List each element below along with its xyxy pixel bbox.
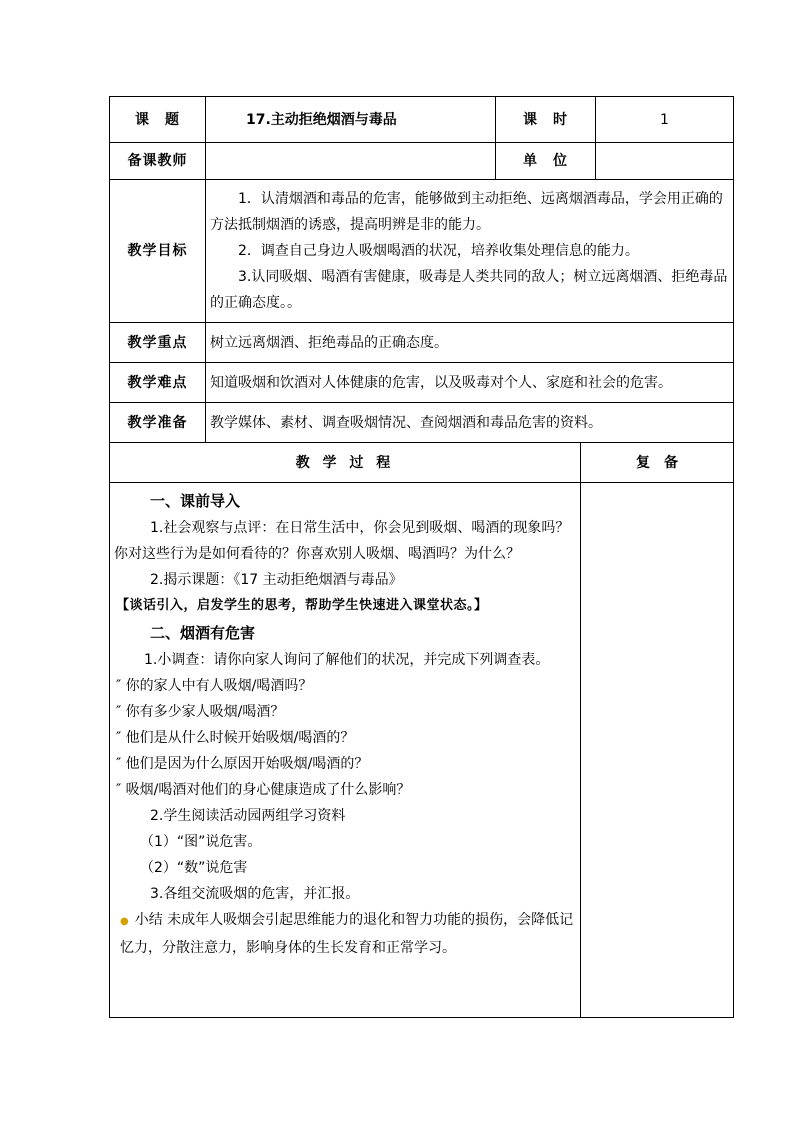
preparation-row [110, 403, 734, 443]
process-paragraph: 3.各组交流吸烟的危害，并汇报。 [150, 886, 360, 902]
process-content-row [110, 483, 734, 1018]
process-paragraph: （2）“数”说危害 [140, 860, 248, 876]
lesson-plan-table [109, 96, 734, 1018]
preparation-label: 教学准备 [110, 403, 206, 443]
topic-value: 17.主动拒绝烟酒与毒品 [206, 97, 496, 143]
goals-label: 教学目标 [110, 180, 206, 323]
goals-row [110, 180, 734, 323]
preparation-value: 教学媒体、素材、调查吸烟情况、查阅烟酒和毒品危害的资料。 [206, 403, 734, 443]
survey-question: ″ 你的家人中有人吸烟/喝酒吗？ [116, 678, 313, 694]
process-paragraph: 1.社会观察与点评：在日常生活中，你会见到吸烟、喝酒的现象吗？你对这些行为是如何看待的？你喜欢别人吸烟、喝酒吗？为什么？ [114, 520, 570, 562]
lesson-plan-sheet [109, 96, 733, 1018]
key-point-value: 树立远离烟酒、拒绝毒品的正确态度。 [206, 323, 734, 363]
topic-row [110, 97, 734, 143]
unit-label: 单 位 [496, 143, 596, 180]
unit-value [596, 143, 734, 180]
survey-question: ″ 吸烟/喝酒对他们的身心健康造成了什么影响？ [116, 782, 411, 798]
process-label: 教 学 过 程 [110, 443, 581, 483]
process-paragraph: 2.学生阅读活动园两组学习资料 [150, 808, 346, 824]
survey-question: ″ 你有多少家人吸烟/喝酒？ [116, 704, 285, 720]
hours-value: 1 [596, 97, 734, 143]
teacher-value [206, 143, 496, 180]
process-paragraph: 2.揭示课题：《17 主动拒绝烟酒与毒品》 [150, 572, 403, 588]
process-paragraph: 1.小调查：请你向家人询问了解他们的状况，并完成下列调查表。 [144, 652, 550, 668]
section-title: 一、课前导入 [150, 492, 241, 510]
process-paragraph: （1）“图”说危害。 [140, 834, 262, 850]
goal-item: 1．认清烟酒和毒品的危害，能够做到主动拒绝、远离烟酒毒品，学会用正确的方法抵制烟酒的诱惑，提高明辨是非的能力。 [210, 191, 723, 233]
key-point-label: 教学重点 [110, 323, 206, 363]
notes-label: 复 备 [581, 443, 734, 483]
survey-question: ″ 他们是从什么时候开始吸烟/喝酒的？ [116, 730, 355, 746]
key-point-row [110, 323, 734, 363]
section-title: 二、烟酒有危害 [150, 624, 256, 642]
hours-label: 课 时 [496, 97, 596, 143]
process-header-row [110, 443, 734, 483]
teacher-label: 备课教师 [110, 143, 206, 180]
goal-item: 2．调查自己身边人吸烟喝酒的状况，培养收集处理信息的能力。 [238, 243, 639, 259]
teacher-row [110, 143, 734, 180]
difficulty-value: 知道吸烟和饮酒对人体健康的危害，以及吸毒对个人、家庭和社会的危害。 [206, 363, 734, 403]
topic-label: 课 题 [110, 97, 206, 143]
hint-note: 【谈话引入，启发学生的思考，帮助学生快速进入课堂状态。】 [116, 598, 488, 613]
notes-content [581, 483, 734, 1018]
summary-text: 小结 未成年人吸烟会引起思维能力的退化和智力功能的损伤，会降低记忆力，分散注意力，影响身体的生长发育和正常学习。 [120, 912, 574, 956]
difficulty-label: 教学难点 [110, 363, 206, 403]
survey-question: ″ 他们是因为什么原因开始吸烟/喝酒的？ [116, 756, 369, 772]
process-content [110, 483, 581, 1018]
goals-content [206, 180, 734, 323]
summary-paragraph [114, 907, 576, 961]
goal-item: 3.认同吸烟、喝酒有害健康，吸毒是人类共同的敌人；树立远离烟酒、拒绝毒品的正确态度。。 [210, 269, 728, 311]
difficulty-row [110, 363, 734, 403]
bullet-dot-icon: ● [120, 916, 129, 927]
